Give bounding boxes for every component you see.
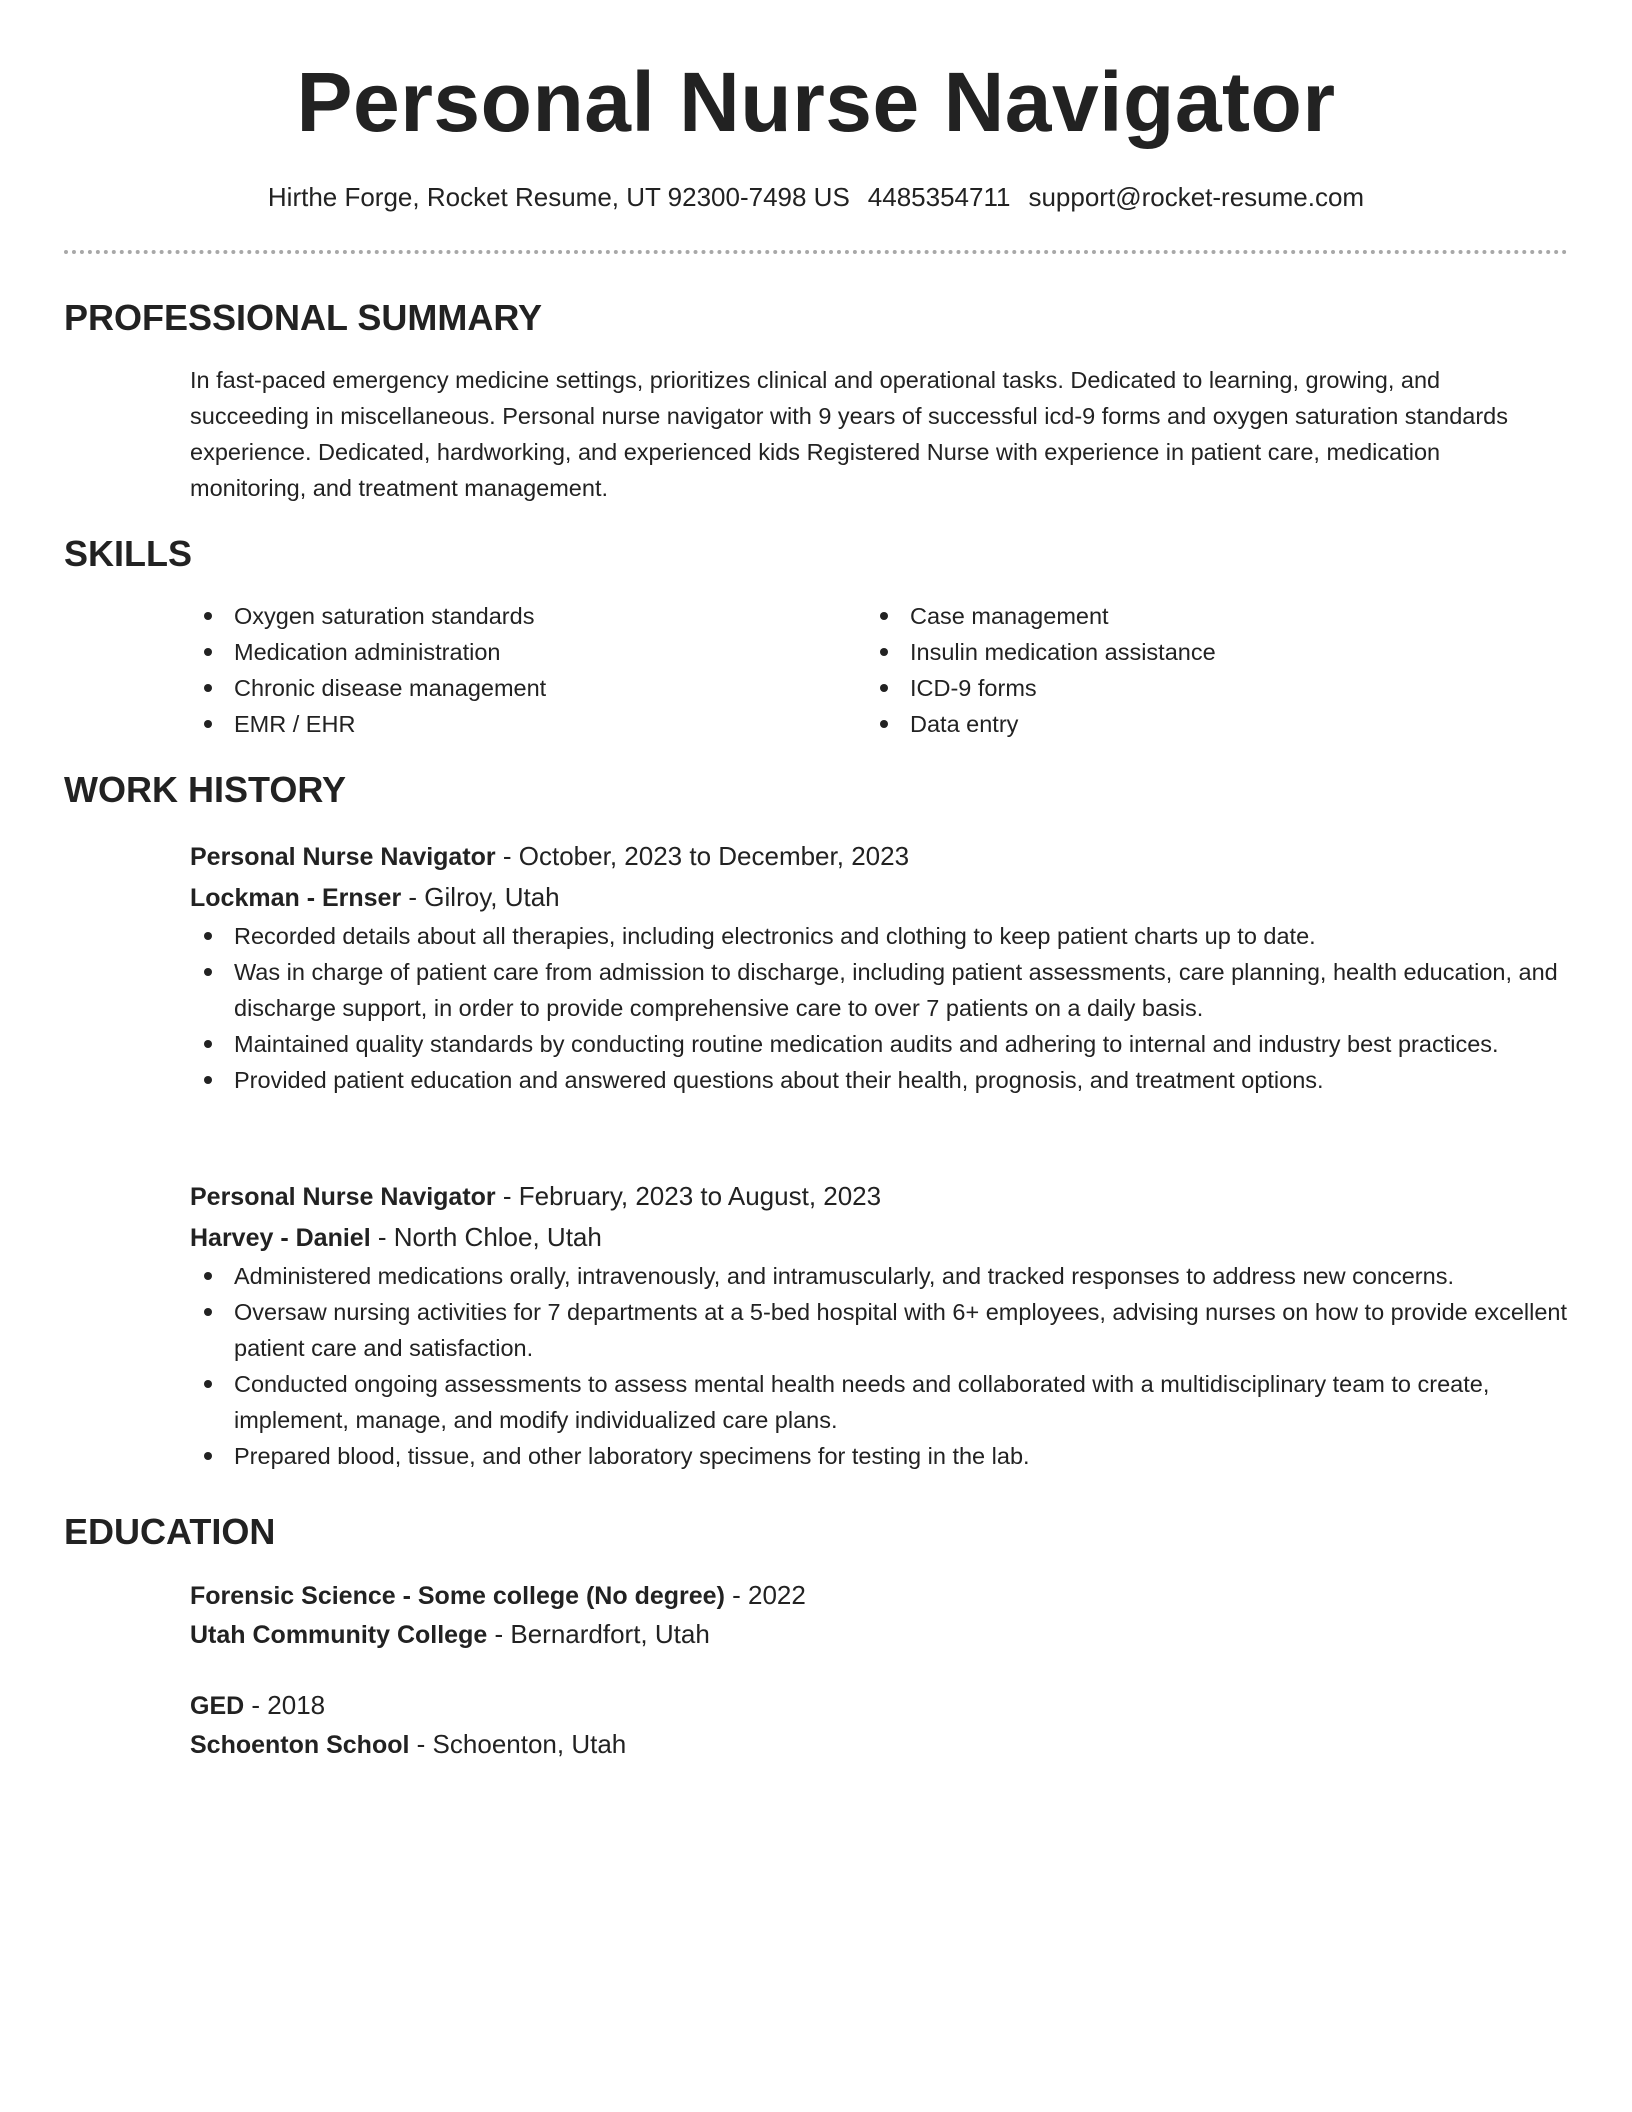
contact-phone: 4485354711 xyxy=(867,182,1011,212)
job-dates: - February, 2023 to August, 2023 xyxy=(495,1181,882,1211)
job-employer: Harvey - Daniel xyxy=(190,1224,371,1252)
skills-list-right xyxy=(866,598,1506,742)
candidate-name: Personal Nurse Navigator xyxy=(296,55,1336,149)
job-bullet: Provided patient education and answered questions about their health, prognosis, and treatment options. xyxy=(190,1062,1570,1098)
job-entry xyxy=(190,1176,1570,1474)
education-degree: GED xyxy=(190,1692,245,1720)
job-employer-line xyxy=(190,1217,1570,1258)
education-school-line xyxy=(190,1725,1490,1764)
education-school: Utah Community College xyxy=(190,1621,488,1649)
skill-item: Insulin medication assistance xyxy=(866,634,1506,670)
education-degree-line xyxy=(190,1686,1490,1725)
job-dates: - October, 2023 to December, 2023 xyxy=(495,841,910,871)
job-location: - Gilroy, Utah xyxy=(401,882,560,912)
job-location: - North Chloe, Utah xyxy=(370,1222,602,1252)
job-role: Personal Nurse Navigator xyxy=(190,1183,496,1211)
skill-item: Case management xyxy=(866,598,1506,634)
skill-item: Oxygen saturation standards xyxy=(190,598,830,634)
section-title-summary: PROFESSIONAL SUMMARY xyxy=(64,297,543,338)
contact-address: Hirthe Forge, Rocket Resume, UT 92300-7498 US xyxy=(267,182,850,212)
job-employer-line xyxy=(190,877,1570,918)
education-entry xyxy=(190,1576,1490,1654)
education-location: - Bernardfort, Utah xyxy=(487,1619,710,1649)
section-title-skills: SKILLS xyxy=(64,533,193,574)
job-title-line xyxy=(190,1176,1570,1217)
job-entry xyxy=(190,836,1570,1098)
education-school-line xyxy=(190,1615,1490,1654)
education-entry xyxy=(190,1686,1490,1764)
job-role: Personal Nurse Navigator xyxy=(190,843,496,871)
job-bullet: Recorded details about all therapies, including electronics and clothing to keep patient charts up to date. xyxy=(190,918,1570,954)
job-bullets xyxy=(190,1258,1570,1474)
summary-text: In fast-paced emergency medicine settings, prioritizes clinical and operational tasks. Dedicated to learning, growing, and succeeding in miscellaneous. Personal nurse navigator with 9 years of successful icd-9 forms and oxygen saturation standards experience. Dedicated, hardworking, and experienced kids Registered Nurse with experience in patient care, medication monitoring, and treatment management. xyxy=(190,367,1508,501)
education-location: - Schoenton, Utah xyxy=(409,1729,627,1759)
education-school: Schoenton School xyxy=(190,1731,410,1759)
education-degree: Forensic Science - Some college (No degree) xyxy=(190,1582,725,1610)
skill-item: ICD-9 forms xyxy=(866,670,1506,706)
job-bullet: Administered medications orally, intravenously, and intramuscularly, and tracked responses to address new concerns. xyxy=(190,1258,1570,1294)
job-bullets xyxy=(190,918,1570,1098)
skills-list-left xyxy=(190,598,830,742)
skill-item: Data entry xyxy=(866,706,1506,742)
job-bullet: Conducted ongoing assessments to assess mental health needs and collaborated with a multidisciplinary team to create, implement, manage, and modify individualized care plans. xyxy=(190,1366,1570,1438)
job-bullet: Oversaw nursing activities for 7 departments at a 5-bed hospital with 6+ employees, advising nurses on how to provide excellent patient care and satisfaction. xyxy=(190,1294,1570,1366)
education-year: - 2018 xyxy=(244,1690,326,1720)
job-employer: Lockman - Ernser xyxy=(190,884,402,912)
job-bullet: Prepared blood, tissue, and other laboratory specimens for testing in the lab. xyxy=(190,1438,1570,1474)
skill-item: EMR / EHR xyxy=(190,706,830,742)
contact-line xyxy=(0,180,1632,214)
contact-email[interactable]: support@rocket-resume.com xyxy=(1028,182,1365,212)
section-title-education: EDUCATION xyxy=(64,1511,276,1552)
section-title-work: WORK HISTORY xyxy=(64,769,347,810)
job-title-line xyxy=(190,836,1570,877)
skill-item: Chronic disease management xyxy=(190,670,830,706)
header-divider xyxy=(64,250,1568,254)
job-bullet: Was in charge of patient care from admission to discharge, including patient assessments, care planning, health education, and discharge support, in order to provide comprehensive care to over 7 patients on a daily basis. xyxy=(190,954,1570,1026)
skill-item: Medication administration xyxy=(190,634,830,670)
education-degree-line xyxy=(190,1576,1490,1615)
education-year: - 2022 xyxy=(724,1580,806,1610)
job-bullet: Maintained quality standards by conducting routine medication audits and adhering to internal and industry best practices. xyxy=(190,1026,1570,1062)
